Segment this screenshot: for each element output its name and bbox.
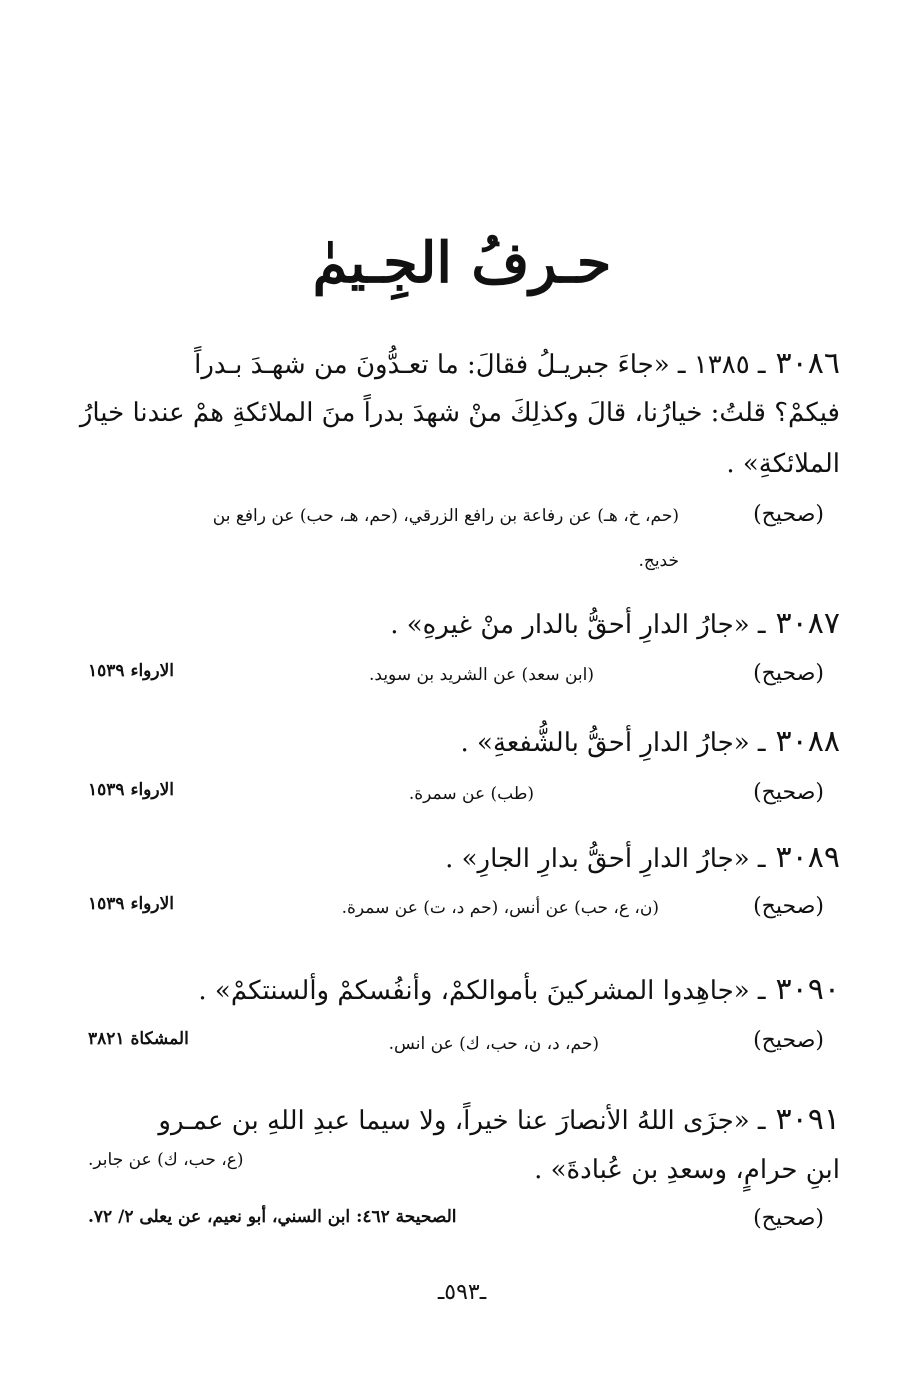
grade-badge: (صحيح) <box>753 1028 824 1053</box>
hadith-number: ٣٠٨٩ <box>775 840 840 875</box>
chapter-heading: حـرفُ الجِـيمٰ <box>312 230 612 296</box>
hadith-number: ٣٠٨٨ <box>775 724 840 759</box>
reference: المشكاة ٣٨٢١ <box>88 1029 189 1049</box>
hadith-number: ٣٠٨٦ <box>775 346 840 381</box>
hadith-text-line: ٣٠٩١ـ «جزَى اللهُ الأنصارَ عنا خيراً، ولا سيما عبدِ اللهِ بن عمـرو <box>158 1102 840 1137</box>
hadith-text-line: فيكمْ؟ قلتُ: خيارُنا، قالَ وكذلِكَ منْ شهدَ بدراً منَ الملائكةِ همْ عندنا خيارُ <box>79 398 840 428</box>
hadith-text-line: ٣٠٨٧ـ «جارُ الدارِ أحقُّ بالدار منْ غيرهِ» . <box>390 606 840 641</box>
source-citation: خديج. <box>638 551 679 571</box>
grade-badge: (صحيح) <box>753 502 824 527</box>
grade-badge: (صحيح) <box>753 894 824 919</box>
hadith-number: ٣٠٨٧ <box>775 606 840 641</box>
hadith-number: ٣٠٩٠ <box>775 972 840 1007</box>
source-citation: (ن، ع، حب) عن أنس، (حم د، ت) عن سمرة. <box>341 898 659 918</box>
hadith-number: ٣٠٩١ <box>775 1102 840 1137</box>
reference: الارواء ١٥٣٩ <box>88 661 175 681</box>
grade-badge: (صحيح) <box>753 1206 824 1231</box>
source-citation: (حم، خ، هـ) عن رفاعة بن رافع الزرقي، (حم، هـ، حب) عن رافع بن <box>212 506 679 526</box>
hadith-text-line: ابنِ حرامٍ، وسعدِ بن عُبادةَ» . <box>534 1155 840 1185</box>
hadith-text-line: ٣٠٨٦ـ ١٣٨٥ ـ «جاءَ جبريـلُ فقالَ: ما تعـدُّونَ من شهـدَ بـدراً <box>194 346 840 381</box>
reference: الارواء ١٥٣٩ <box>88 780 175 800</box>
grade-badge: (صحيح) <box>753 661 824 686</box>
reference: الصحيحة ٤٦٢: ابن السني، أبو نعيم، عن يعلى ٢/ ٧٢. <box>88 1207 457 1227</box>
hadith-text-line: ٣٠٨٨ـ «جارُ الدارِ أحقُّ بالشُّفعةِ» . <box>460 724 840 759</box>
reference: الارواء ١٥٣٩ <box>88 894 175 914</box>
hadith-text-line: ٣٠٩٠ـ «جاهِدوا المشركينَ بأموالكمْ، وأنفُسكمْ وألسنتكمْ» . <box>198 972 840 1007</box>
hadith-text-line: الملائكةِ» . <box>726 449 840 479</box>
source-citation: (ع، حب، ك) عن جابر. <box>88 1150 244 1170</box>
grade-badge: (صحيح) <box>753 780 824 805</box>
hadith-text-line: ٣٠٨٩ـ «جارُ الدارِ أحقُّ بدارِ الجارِ» . <box>445 840 840 875</box>
page-number: ـ٥٩٣ـ <box>437 1280 487 1305</box>
source-citation: (طب) عن سمرة. <box>408 784 534 804</box>
source-citation: (ابن سعد) عن الشريد بن سويد. <box>369 665 594 685</box>
source-citation: (حم، د، ن، حب، ك) عن انس. <box>388 1034 599 1054</box>
